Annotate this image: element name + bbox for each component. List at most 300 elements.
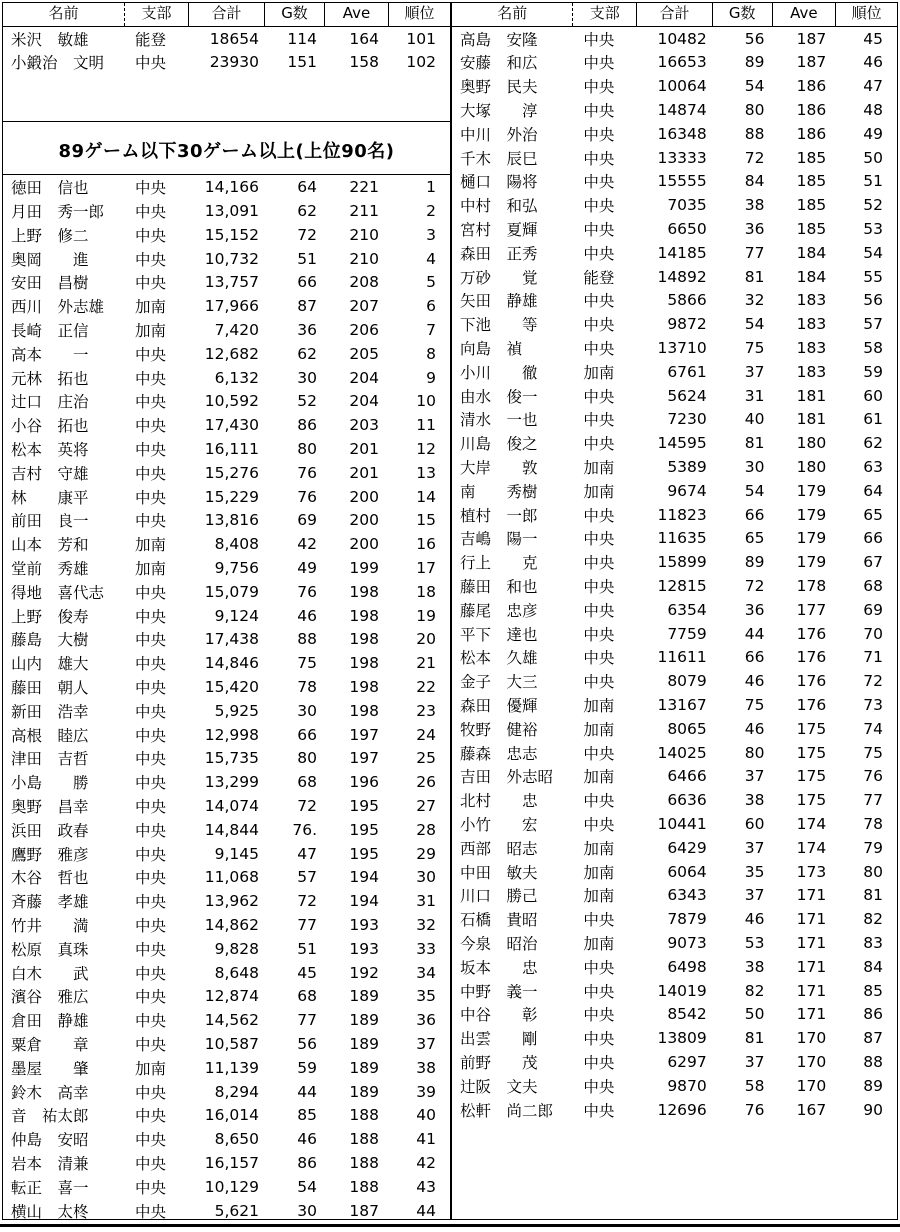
table-row xyxy=(452,360,897,384)
header-rank: 順位 xyxy=(404,4,435,22)
total-cell: 14,166 xyxy=(204,178,259,197)
branch-cell: 中央 xyxy=(135,750,167,769)
total-cell: 5624 xyxy=(667,386,707,405)
table-row xyxy=(452,455,897,479)
average-cell: 210 xyxy=(349,249,379,268)
average-cell: 200 xyxy=(349,511,379,530)
average-cell: 184 xyxy=(796,267,827,286)
games-cell: 60 xyxy=(744,814,765,833)
player-name: 高根 睦広 xyxy=(11,726,89,745)
average-cell: 181 xyxy=(796,386,827,405)
player-name: 清水 一也 xyxy=(460,411,538,430)
total-cell: 16,111 xyxy=(204,440,259,459)
table-row xyxy=(452,1002,897,1026)
player-name: 西部 昭志 xyxy=(460,839,538,858)
average-cell: 180 xyxy=(796,458,827,477)
rank-cell: 84 xyxy=(863,957,883,976)
table-row xyxy=(452,408,897,432)
table-row xyxy=(3,1056,450,1080)
average-cell: 193 xyxy=(349,939,379,958)
rank-cell: 64 xyxy=(863,481,883,500)
average-cell: 185 xyxy=(796,220,827,239)
average-cell: 199 xyxy=(349,559,379,578)
player-name: 平下 達也 xyxy=(460,625,538,644)
average-cell: 198 xyxy=(349,678,379,697)
branch-cell: 中央 xyxy=(135,345,167,364)
table-row xyxy=(452,836,897,860)
table-row xyxy=(452,1098,897,1122)
average-cell: 187 xyxy=(796,29,827,48)
games-cell: 57 xyxy=(297,868,317,887)
player-name: 元林 拓也 xyxy=(11,369,89,388)
player-name: 月田 秀一郎 xyxy=(11,203,105,222)
games-cell: 72 xyxy=(297,892,317,911)
total-cell: 12,998 xyxy=(204,725,259,744)
player-name: 吉田 外志昭 xyxy=(460,768,554,787)
total-cell: 14,562 xyxy=(204,1011,259,1030)
games-cell: 77 xyxy=(297,915,317,934)
table-row xyxy=(452,384,897,408)
branch-cell: 中央 xyxy=(583,221,615,240)
table-row xyxy=(452,860,897,884)
rank-cell: 27 xyxy=(416,797,436,815)
table-row xyxy=(3,699,450,723)
rank-cell: 102 xyxy=(406,53,436,72)
player-name: 吉嶋 陽一 xyxy=(460,530,538,549)
average-cell: 221 xyxy=(349,178,379,197)
table-row xyxy=(452,527,897,551)
total-cell: 13710 xyxy=(657,339,707,358)
player-name: 出雲 剛 xyxy=(460,1030,538,1049)
player-name: 辻口 庄治 xyxy=(11,393,89,412)
header-games: G数 xyxy=(713,3,773,26)
player-name: 津田 吉哲 xyxy=(11,750,89,769)
rank-cell: 85 xyxy=(863,981,883,1000)
branch-cell: 中央 xyxy=(135,798,167,816)
games-cell: 81 xyxy=(744,267,765,286)
total-cell: 14,074 xyxy=(204,797,259,815)
player-name: 辻阪 文夫 xyxy=(460,1077,538,1096)
games-cell: 37 xyxy=(744,838,765,857)
games-cell: 89 xyxy=(744,53,765,72)
total-cell: 17,430 xyxy=(204,416,259,435)
total-cell: 6429 xyxy=(667,838,707,857)
player-name: 中田 敏夫 xyxy=(460,863,538,882)
total-cell: 13,816 xyxy=(204,511,259,530)
total-cell: 9,828 xyxy=(214,939,259,958)
branch-cell: 中央 xyxy=(583,792,615,811)
header-name: 名前 xyxy=(3,3,125,26)
total-cell: 6343 xyxy=(667,886,707,905)
rank-cell: 12 xyxy=(416,440,436,459)
table-row xyxy=(452,74,897,98)
games-cell: 88 xyxy=(297,630,317,649)
average-cell: 187 xyxy=(349,1201,379,1220)
table-row xyxy=(452,431,897,455)
player-name: 長崎 正信 xyxy=(11,322,89,341)
player-name: 奥野 昌幸 xyxy=(11,798,89,816)
branch-cell: 中央 xyxy=(583,78,615,97)
games-cell: 80 xyxy=(744,743,765,762)
games-cell: 44 xyxy=(744,624,765,643)
player-name: 山本 芳和 xyxy=(11,536,89,555)
average-cell: 175 xyxy=(796,743,827,762)
table-row xyxy=(452,27,897,51)
left-header-row xyxy=(3,3,450,27)
games-cell: 81 xyxy=(744,434,765,453)
branch-cell: 中央 xyxy=(583,1053,615,1072)
total-cell: 16348 xyxy=(657,124,707,143)
rank-cell: 40 xyxy=(416,1106,436,1125)
player-name: 小鍛治 文明 xyxy=(11,54,105,73)
player-name: 前田 良一 xyxy=(11,512,89,531)
average-cell: 158 xyxy=(349,53,379,72)
average-cell: 174 xyxy=(796,838,827,857)
player-name: 矢田 静雄 xyxy=(460,292,538,311)
rank-cell: 69 xyxy=(863,600,883,619)
total-cell: 13809 xyxy=(657,1029,707,1048)
rank-cell: 49 xyxy=(863,124,883,143)
rank-cell: 19 xyxy=(416,606,436,625)
table-row xyxy=(452,598,897,622)
total-cell: 9,145 xyxy=(214,844,259,863)
average-cell: 194 xyxy=(349,892,379,911)
table-row xyxy=(452,931,897,955)
total-cell: 8,294 xyxy=(214,1082,259,1101)
games-cell: 89 xyxy=(744,553,765,572)
branch-cell: 中央 xyxy=(135,845,167,864)
table-row xyxy=(452,883,897,907)
section-title: 89ゲーム以下30ゲーム以上(上位90名) xyxy=(3,125,450,175)
total-cell: 9872 xyxy=(667,315,707,334)
total-cell: 14595 xyxy=(657,434,707,453)
table-row xyxy=(3,1032,450,1056)
player-name: 白木 武 xyxy=(11,964,89,983)
table-row xyxy=(3,485,450,509)
average-cell: 164 xyxy=(349,29,379,48)
rank-cell: 39 xyxy=(416,1082,436,1101)
games-cell: 76 xyxy=(297,582,317,601)
games-cell: 85 xyxy=(297,1106,317,1125)
rank-cell: 71 xyxy=(863,648,883,667)
rank-cell: 58 xyxy=(863,339,883,358)
rank-cell: 56 xyxy=(863,291,883,310)
player-name: 向島 禎 xyxy=(460,340,523,359)
branch-cell: 中央 xyxy=(583,601,615,620)
rank-cell: 74 xyxy=(863,719,883,738)
games-cell: 62 xyxy=(297,202,317,221)
player-name: 仲島 安昭 xyxy=(11,1131,89,1150)
games-cell: 59 xyxy=(297,1058,317,1077)
average-cell: 179 xyxy=(796,553,827,572)
branch-cell: 中央 xyxy=(135,988,167,1007)
left-rows xyxy=(3,175,450,1222)
total-cell: 6650 xyxy=(667,220,707,239)
rank-cell: 30 xyxy=(416,868,436,887)
table-row xyxy=(3,818,450,842)
player-name: 鷹野 雅彦 xyxy=(11,845,89,864)
rank-cell: 77 xyxy=(863,791,883,810)
rank-cell: 44 xyxy=(416,1201,436,1220)
rank-cell: 63 xyxy=(863,458,883,477)
games-cell: 66 xyxy=(744,648,765,667)
games-cell: 78 xyxy=(297,678,317,697)
player-name: 大岸 敦 xyxy=(460,459,538,478)
average-cell: 171 xyxy=(796,886,827,905)
branch-cell: 中央 xyxy=(583,958,615,977)
player-name: 石橋 貴昭 xyxy=(460,911,538,930)
games-cell: 51 xyxy=(297,249,317,268)
total-cell: 14025 xyxy=(657,743,707,762)
blank-area xyxy=(3,74,450,122)
branch-cell: 中央 xyxy=(135,702,167,721)
rank-cell: 55 xyxy=(863,267,883,286)
table-row xyxy=(3,271,450,295)
games-cell: 38 xyxy=(744,791,765,810)
average-cell: 175 xyxy=(796,719,827,738)
games-cell: 46 xyxy=(744,719,765,738)
header-ave: Ave xyxy=(773,3,837,26)
average-cell: 171 xyxy=(796,957,827,976)
branch-cell: 中央 xyxy=(135,893,167,912)
table-row xyxy=(3,1008,450,1032)
total-cell: 16,014 xyxy=(204,1106,259,1125)
games-cell: 32 xyxy=(744,291,765,310)
total-cell: 8,650 xyxy=(214,1130,259,1149)
games-cell: 54 xyxy=(744,315,765,334)
average-cell: 170 xyxy=(796,1029,827,1048)
games-cell: 114 xyxy=(287,29,317,48)
table-row xyxy=(452,312,897,336)
total-cell: 8079 xyxy=(667,672,707,691)
branch-cell: 中央 xyxy=(135,369,167,388)
games-cell: 46 xyxy=(297,1130,317,1149)
table-row xyxy=(452,98,897,122)
average-cell: 188 xyxy=(349,1130,379,1149)
player-name: 木谷 哲也 xyxy=(11,869,89,888)
average-cell: 206 xyxy=(349,321,379,340)
games-cell: 76 xyxy=(744,1100,765,1119)
average-cell: 189 xyxy=(349,1011,379,1030)
total-cell: 11,139 xyxy=(204,1058,259,1077)
branch-cell: 加南 xyxy=(135,322,167,341)
rank-cell: 59 xyxy=(863,362,883,381)
branch-cell: 中央 xyxy=(583,197,615,216)
rank-cell: 79 xyxy=(863,838,883,857)
branch-cell: 中央 xyxy=(135,1131,167,1150)
branch-cell: 加南 xyxy=(135,560,167,579)
branch-cell: 加南 xyxy=(583,482,615,501)
player-name: 坂本 忠 xyxy=(460,958,538,977)
games-cell: 58 xyxy=(744,1076,765,1095)
total-cell: 6,132 xyxy=(214,368,259,387)
total-cell: 13,091 xyxy=(204,202,259,221)
total-cell: 15,229 xyxy=(204,487,259,506)
games-cell: 38 xyxy=(744,957,765,976)
branch-cell: 中央 xyxy=(583,1006,615,1025)
table-row xyxy=(3,247,450,271)
total-cell: 5,621 xyxy=(214,1201,259,1220)
table-row xyxy=(3,27,450,51)
table-row xyxy=(3,1175,450,1199)
table-row xyxy=(452,503,897,527)
rank-cell: 60 xyxy=(863,386,883,405)
average-cell: 193 xyxy=(349,915,379,934)
table-row xyxy=(3,628,450,652)
player-name: 高島 安隆 xyxy=(460,30,538,49)
branch-cell: 中央 xyxy=(135,726,167,745)
table-row xyxy=(452,1026,897,1050)
player-name: 西川 外志雄 xyxy=(11,298,105,317)
player-name: 藤島 大樹 xyxy=(11,631,89,650)
table-row xyxy=(452,1050,897,1074)
average-cell: 189 xyxy=(349,1058,379,1077)
branch-cell: 中央 xyxy=(135,1178,167,1197)
average-cell: 204 xyxy=(349,392,379,411)
total-cell: 15,152 xyxy=(204,225,259,244)
average-cell: 200 xyxy=(349,535,379,554)
games-cell: 75 xyxy=(297,654,317,673)
rank-cell: 33 xyxy=(416,939,436,958)
games-cell: 66 xyxy=(744,505,765,524)
games-cell: 37 xyxy=(744,362,765,381)
rank-cell: 67 xyxy=(863,553,883,572)
rank-cell: 38 xyxy=(416,1058,436,1077)
branch-cell: 中央 xyxy=(583,149,615,168)
average-cell: 194 xyxy=(349,868,379,887)
rank-cell: 28 xyxy=(416,820,436,839)
table-row xyxy=(3,199,450,223)
total-cell: 6466 xyxy=(667,767,707,786)
branch-cell: 加南 xyxy=(583,863,615,882)
player-name: 高本 一 xyxy=(11,345,89,364)
total-cell: 17,438 xyxy=(204,630,259,649)
branch-cell: 中央 xyxy=(135,869,167,888)
games-cell: 53 xyxy=(744,933,765,952)
games-cell: 51 xyxy=(297,939,317,958)
average-cell: 171 xyxy=(796,981,827,1000)
average-cell: 198 xyxy=(349,582,379,601)
games-cell: 88 xyxy=(744,124,765,143)
branch-cell: 中央 xyxy=(583,244,615,263)
player-name: 上野 俊寿 xyxy=(11,607,89,626)
total-cell: 7,420 xyxy=(214,321,259,340)
average-cell: 198 xyxy=(349,630,379,649)
rank-cell: 81 xyxy=(863,886,883,905)
player-name: 浜田 政春 xyxy=(11,821,89,840)
rank-cell: 3 xyxy=(426,225,436,244)
total-cell: 13,757 xyxy=(204,273,259,292)
player-name: 前野 茂 xyxy=(460,1053,538,1072)
total-cell: 14874 xyxy=(657,101,707,120)
header-total: 合計 xyxy=(189,3,265,26)
average-cell: 192 xyxy=(349,963,379,982)
total-cell: 15,276 xyxy=(204,463,259,482)
table-row xyxy=(452,1074,897,1098)
branch-cell: 中央 xyxy=(135,417,167,436)
player-name: 安藤 和広 xyxy=(460,54,538,73)
games-cell: 69 xyxy=(297,511,317,530)
average-cell: 197 xyxy=(349,749,379,768)
total-cell: 6761 xyxy=(667,362,707,381)
player-name: 奥岡 進 xyxy=(11,250,89,269)
rank-cell: 82 xyxy=(863,910,883,929)
table-row xyxy=(3,961,450,985)
average-cell: 178 xyxy=(796,577,827,596)
total-cell: 10441 xyxy=(657,814,707,833)
branch-cell: 能登 xyxy=(583,268,615,287)
branch-cell: 加南 xyxy=(583,720,615,739)
rank-cell: 17 xyxy=(416,559,436,578)
average-cell: 201 xyxy=(349,440,379,459)
branch-cell: 中央 xyxy=(135,441,167,460)
left-top-rows xyxy=(3,27,450,75)
table-row xyxy=(452,146,897,170)
total-cell: 9870 xyxy=(667,1076,707,1095)
player-name: 中川 外治 xyxy=(460,125,538,144)
player-name: 小島 勝 xyxy=(11,774,89,793)
table-row xyxy=(452,765,897,789)
rank-cell: 53 xyxy=(863,220,883,239)
average-cell: 184 xyxy=(796,243,827,262)
games-cell: 81 xyxy=(744,1029,765,1048)
player-name: 音 祐太郎 xyxy=(11,1107,89,1126)
rank-cell: 6 xyxy=(426,297,436,316)
games-cell: 30 xyxy=(744,458,765,477)
branch-cell: 中央 xyxy=(583,30,615,49)
games-cell: 65 xyxy=(744,529,765,548)
branch-cell: 中央 xyxy=(135,203,167,222)
games-cell: 46 xyxy=(744,910,765,929)
rank-cell: 42 xyxy=(416,1153,436,1172)
branch-cell: 中央 xyxy=(135,393,167,412)
total-cell: 15,735 xyxy=(204,749,259,768)
average-cell: 208 xyxy=(349,273,379,292)
total-cell: 17,966 xyxy=(204,297,259,316)
average-cell: 187 xyxy=(796,53,827,72)
average-cell: 170 xyxy=(796,1052,827,1071)
total-cell: 11,068 xyxy=(204,868,259,887)
branch-cell: 中央 xyxy=(583,673,615,692)
games-cell: 64 xyxy=(297,178,317,197)
games-cell: 30 xyxy=(297,368,317,387)
rank-cell: 16 xyxy=(416,535,436,554)
total-cell: 12,682 xyxy=(204,344,259,363)
games-cell: 46 xyxy=(744,672,765,691)
total-cell: 6354 xyxy=(667,600,707,619)
table-row xyxy=(3,413,450,437)
rank-cell: 54 xyxy=(863,243,883,262)
rank-cell: 48 xyxy=(863,101,883,120)
rank-cell: 34 xyxy=(416,963,436,982)
total-cell: 15,079 xyxy=(204,582,259,601)
player-name: 堂前 秀雄 xyxy=(11,560,89,579)
player-name: 林 康平 xyxy=(11,488,89,507)
branch-cell: 中央 xyxy=(135,464,167,483)
rank-cell: 23 xyxy=(416,701,436,720)
rank-cell: 5 xyxy=(426,273,436,292)
rank-cell: 14 xyxy=(416,487,436,506)
average-cell: 195 xyxy=(349,797,379,815)
games-cell: 86 xyxy=(297,416,317,435)
rank-cell: 75 xyxy=(863,743,883,762)
player-name: 小谷 拓也 xyxy=(11,417,89,436)
total-cell: 7035 xyxy=(667,196,707,215)
branch-cell: 中央 xyxy=(135,631,167,650)
games-cell: 36 xyxy=(744,600,765,619)
branch-cell: 加南 xyxy=(135,536,167,555)
total-cell: 16,157 xyxy=(204,1153,259,1172)
